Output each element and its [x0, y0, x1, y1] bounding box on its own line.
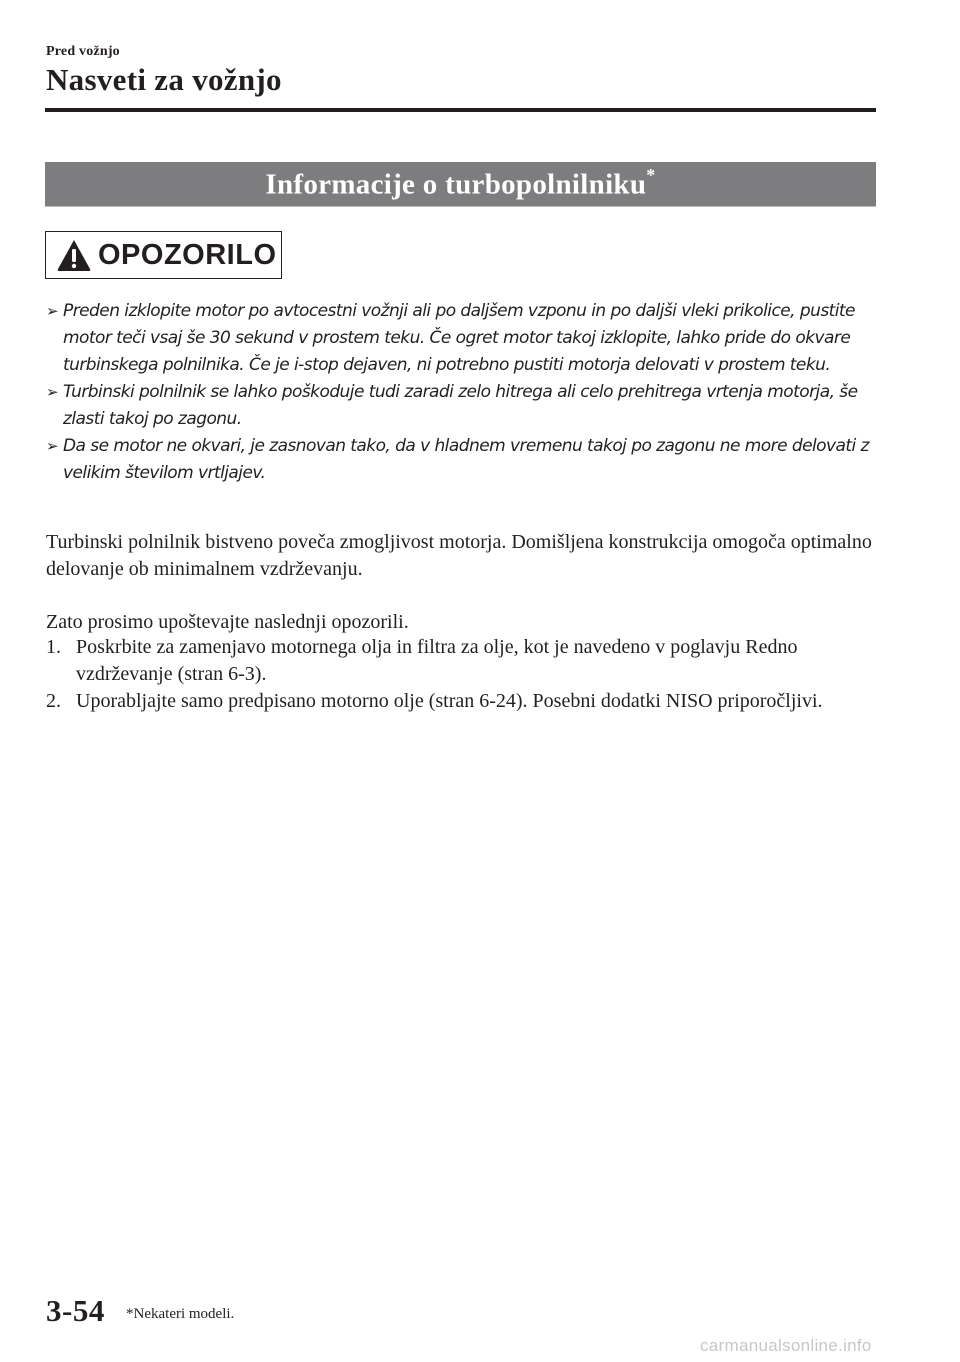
chapter-label: Pred vožnjo [46, 44, 120, 59]
watermark: carmanualsonline.info [700, 1336, 872, 1355]
footnote: *Nekateri modeli. [126, 1306, 235, 1322]
page-number: 3-54 [46, 1293, 105, 1328]
item-text: Poskrbite za zamenjavo motornega olja in filtra za olje, kot je navedeno v poglavju Redno vzdrževanje (stran 6-3). [76, 636, 798, 685]
topic-banner [45, 162, 876, 207]
warning-list [46, 298, 886, 487]
warning-item [46, 379, 886, 433]
warning-item [46, 433, 886, 487]
warning-item-text: Turbinski polnilnik se lahko poškoduje tudi zaradi zelo hitrega ali celo prehitrega vrtenja motorja, še zlasti takoj po zagonu. [63, 382, 858, 429]
numbered-list [46, 634, 886, 715]
arrow-bullet-icon: ➢ [46, 383, 59, 401]
warning-triangle-icon [56, 238, 92, 272]
intro-paragraph: Turbinski polnilnik bistveno poveča zmogljivost motorja. Domišljena konstrukcija omogoča optimalno delovanje ob minimalnem vzdrževanju. [46, 531, 872, 580]
warning-item-text: Da se motor ne okvari, je zasnovan tako, da v hladnem vremenu takoj po zagonu ne more delovati z velikim številom vrtljajev. [63, 436, 869, 483]
warning-label: OPOZORILO [98, 238, 277, 271]
item-text: Uporabljajte samo predpisano motorno olje (stran 6-24). Posebni dodatki NISO priporočljivi. [76, 690, 823, 712]
topic-asterisk: * [646, 164, 656, 185]
numbered-item [46, 634, 886, 688]
topic-title-text: Informacije o turbopolnilniku [265, 168, 647, 201]
header-divider [45, 108, 876, 112]
advice-lead: Zato prosimo upoštevajte naslednji opozorili. [46, 611, 409, 633]
warning-heading-box [45, 231, 282, 279]
arrow-bullet-icon: ➢ [46, 437, 59, 455]
warning-item-text: Preden izklopite motor po avtocestni vožnji ali po daljšem vzponu in po daljši vleki prikolice, pustite motor teči vsaj še 30 sekund v prostem teku. Če ogret motor takoj izklopite, lahko pride do okvare turbinskega polnilnika. Če je i-stop dejaven, ni potrebno pustiti motorja delovati v prostem teku. [63, 301, 855, 375]
section-title: Nasveti za vožnjo [46, 62, 282, 97]
warning-item [46, 298, 886, 379]
topic-title [265, 164, 656, 202]
numbered-item [46, 688, 886, 715]
item-number: 2. [46, 690, 61, 712]
item-number: 1. [46, 636, 61, 658]
arrow-bullet-icon: ➢ [46, 302, 59, 320]
